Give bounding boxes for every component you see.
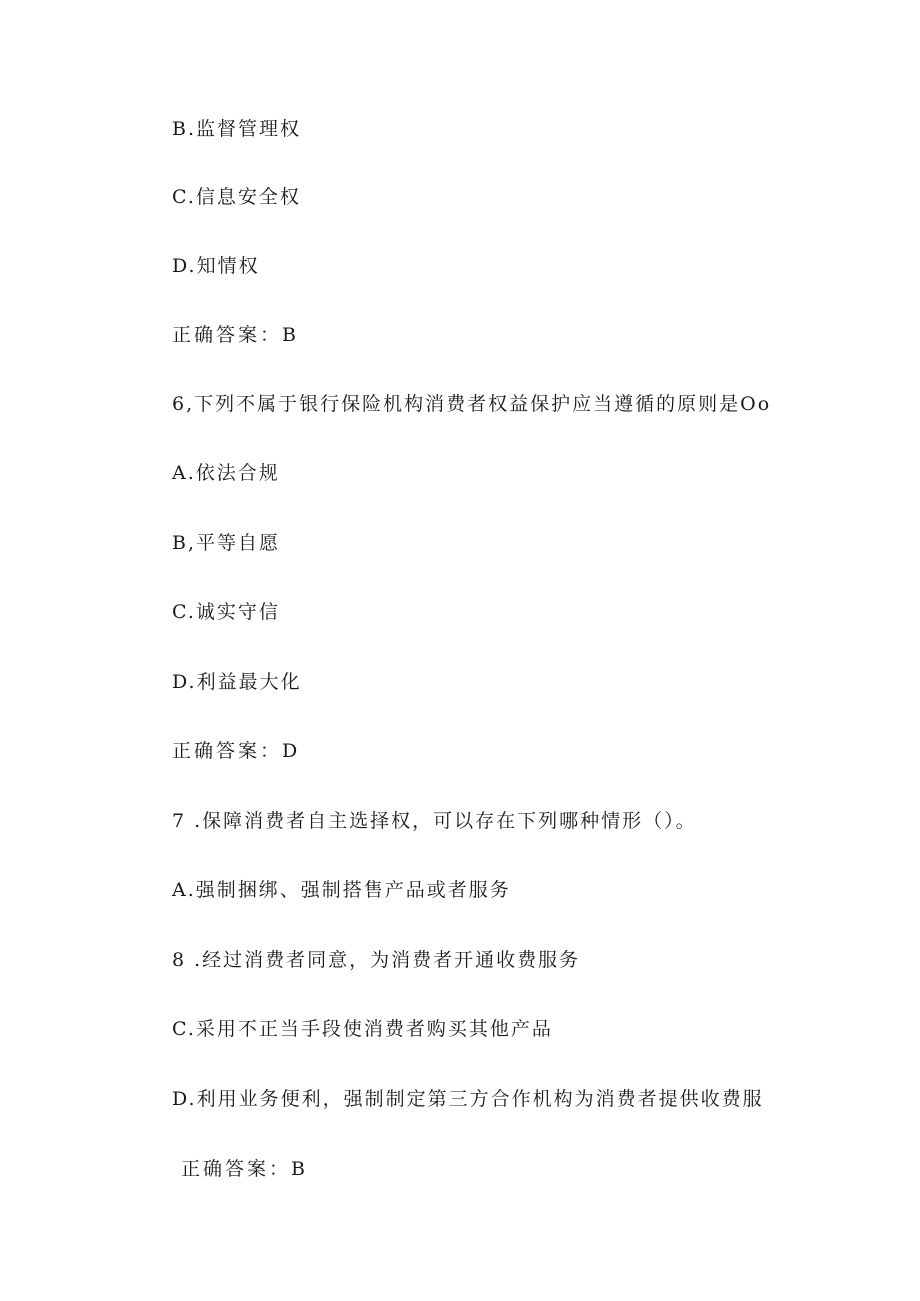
q6-option-d: D.利益最大化 [172,671,302,693]
q6-option-c: C.诚实守信 [172,601,280,623]
q7-option-a: A.强制捆绑、强制搭售产品或者服务 [172,879,511,901]
question-6: 6,下列不属于银行保险机构消费者权益保护应当遵循的原则是Oo [172,393,772,415]
q6-option-a: A.依法合规 [172,462,280,484]
question-8: 8 .经过消费者同意，为消费者开通收费服务 [172,949,581,971]
option-d-right-to-know: D.知情权 [172,255,260,277]
option-c-info-security-right: C.信息安全权 [172,186,301,208]
answer-q6: 正确答案：D [172,740,301,762]
answer-q5: 正确答案：B [172,324,299,346]
q7-option-d: D.利用业务便利，强制制定第三方合作机构为消费者提供收费服 [172,1088,764,1110]
answer-q7: 正确答案：B [181,1158,308,1180]
q6-option-b: B,平等自愿 [172,532,281,554]
question-7: 7 .保障消费者自主选择权，可以存在下列哪种情形（）。 [172,810,697,832]
q7-option-c: C.采用不正当手段使消费者购买其他产品 [172,1018,553,1040]
option-b-supervision-right: B.监督管理权 [172,118,302,140]
